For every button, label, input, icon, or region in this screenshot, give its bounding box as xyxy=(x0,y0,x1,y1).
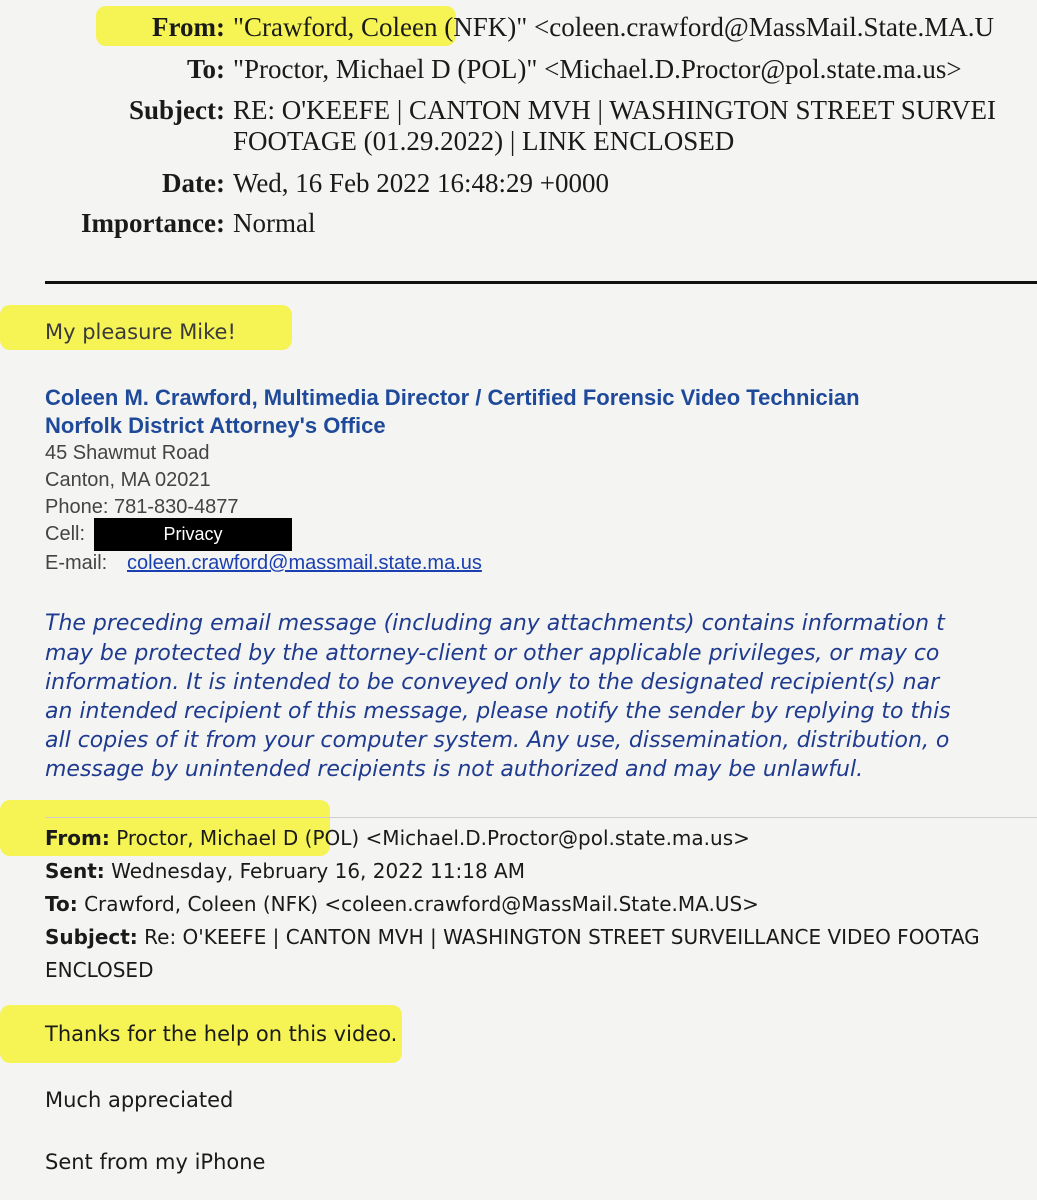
header-divider xyxy=(45,281,1037,284)
quoted-subject-line-1: Re: O'KEEFE | CANTON MVH | WASHINGTON STREET SURVEILLANCE VIDEO FOOTAG xyxy=(144,925,980,949)
quoted-subject-row xyxy=(45,927,980,947)
quoted-sent-label: Sent: xyxy=(45,859,105,883)
cell-redaction-box: Privacy xyxy=(94,518,292,551)
signature-email-label: E-mail: xyxy=(45,552,108,574)
disclaimer-line: may be protected by the attorney-client or other applicable privileges, or may co xyxy=(45,641,940,666)
quoted-from-value: Proctor, Michael D (POL) <Michael.D.Proctor@pol.state.ma.us> xyxy=(116,826,750,850)
quoted-subject-label: Subject: xyxy=(45,925,138,949)
quoted-to-row xyxy=(45,894,759,914)
quoted-from-row xyxy=(45,828,750,848)
from-value: "Crawford, Coleen (NFK)" <coleen.crawford@MassMail.State.MA.U xyxy=(233,12,994,42)
subject-line-2: FOOTAGE (01.29.2022) | LINK ENCLOSED xyxy=(233,126,735,156)
date-label: Date: xyxy=(162,168,225,198)
quoted-sent-value: Wednesday, February 16, 2022 11:18 AM xyxy=(111,859,525,883)
from-label: From: xyxy=(152,12,225,42)
signature-city: Canton, MA 02021 xyxy=(45,469,211,491)
quoted-to-value: Crawford, Coleen (NFK) <coleen.crawford@MassMail.State.MA.US> xyxy=(84,892,759,916)
signature-name-title: Coleen M. Crawford, Multimedia Director / Certified Forensic Video Technician xyxy=(45,385,860,410)
quoted-divider xyxy=(45,817,1037,818)
signature-cell-label: Cell: xyxy=(45,523,86,545)
disclaimer-line: message by unintended recipients is not authorized and may be unlawful. xyxy=(45,757,864,782)
quoted-subject-line-2: ENCLOSED xyxy=(45,958,154,982)
importance-label: Importance: xyxy=(81,208,225,238)
to-value: "Proctor, Michael D (POL)" <Michael.D.Proctor@pol.state.ma.us> xyxy=(233,54,962,84)
signature-street: 45 Shawmut Road xyxy=(45,442,210,464)
signature-office: Norfolk District Attorney's Office xyxy=(45,413,386,438)
quoted-body-thanks: Thanks for the help on this video. xyxy=(45,1022,398,1046)
date-value: Wed, 16 Feb 2022 16:48:29 +0000 xyxy=(233,168,610,198)
quoted-body-appreciated: Much appreciated xyxy=(45,1088,234,1112)
reply-greeting: My pleasure Mike! xyxy=(45,320,236,344)
quoted-sent-row xyxy=(45,861,525,881)
signature-email-link[interactable]: coleen.crawford@massmail.state.ma.us xyxy=(127,552,482,574)
quoted-to-label: To: xyxy=(45,892,78,916)
disclaimer-line: all copies of it from your computer system. Any use, dissemination, distribution, o xyxy=(45,728,950,753)
disclaimer-line: The preceding email message (including any attachments) contains information t xyxy=(45,611,945,636)
signature-phone: Phone: 781-830-4877 xyxy=(45,496,239,518)
importance-value: Normal xyxy=(233,208,316,238)
subject-label: Subject: xyxy=(129,95,225,125)
to-label: To: xyxy=(186,54,225,84)
subject-line-1: RE: O'KEEFE | CANTON MVH | WASHINGTON STREET SURVEI xyxy=(233,95,997,125)
disclaimer-line: an intended recipient of this message, please notify the sender by replying to this xyxy=(45,699,951,724)
quoted-body-sent-from: Sent from my iPhone xyxy=(45,1150,266,1174)
quoted-from-label: From: xyxy=(45,826,110,850)
disclaimer-line: information. It is intended to be conveyed only to the designated recipient(s) nar xyxy=(45,670,940,695)
